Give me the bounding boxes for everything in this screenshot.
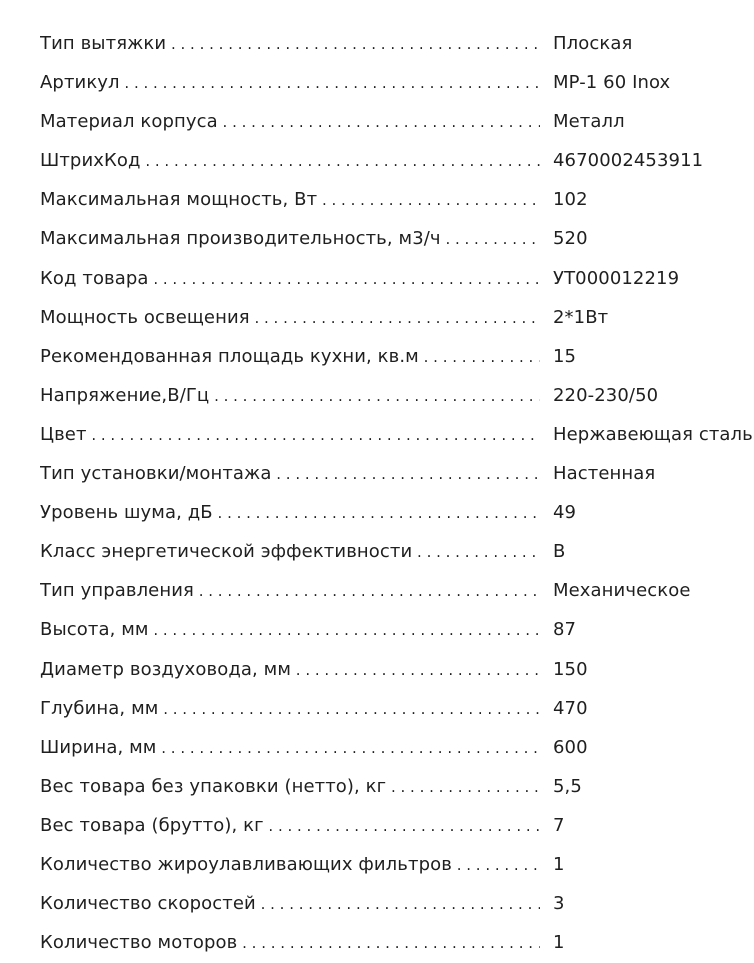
spec-value: 4670002453911 bbox=[553, 150, 704, 172]
spec-row bbox=[40, 24, 754, 63]
spec-row bbox=[40, 845, 754, 884]
spec-label: Вес товара без упаковки (нетто), кг . . . bbox=[40, 767, 540, 807]
spec-row bbox=[40, 415, 754, 454]
spec-value: Металл bbox=[553, 111, 625, 133]
cropped-heading bbox=[0, 0, 754, 10]
spec-label: Глубина, мм . . . bbox=[40, 689, 540, 729]
spec-label: Код товара . . . bbox=[40, 259, 540, 299]
spec-label: Максимальная производительность, м3/ч . . . bbox=[40, 219, 540, 259]
spec-value: Плоская bbox=[553, 33, 633, 54]
spec-label: Артикул . . . bbox=[40, 63, 540, 103]
spec-label: Тип вытяжки . . . bbox=[40, 24, 540, 64]
spec-row bbox=[40, 219, 754, 258]
spec-label: Количество жироулавливающих фильтров . . . bbox=[40, 845, 540, 885]
spec-row bbox=[40, 767, 754, 806]
spec-value: 600 bbox=[553, 736, 588, 758]
spec-value: 1 bbox=[553, 932, 565, 954]
spec-row bbox=[40, 298, 754, 337]
spec-label: Материал корпуса . . . bbox=[40, 102, 540, 142]
spec-label: Тип установки/монтажа . . . bbox=[40, 454, 540, 494]
spec-label: ШтрихКод . . . bbox=[40, 141, 540, 181]
spec-label: Диаметр воздуховода, мм . . . bbox=[40, 650, 540, 690]
spec-label: Тип управления . . . bbox=[40, 571, 540, 611]
spec-row bbox=[40, 259, 754, 298]
spec-label: Рекомендованная площадь кухни, кв.м . . . bbox=[40, 337, 540, 377]
spec-row bbox=[40, 728, 754, 767]
spec-label: Вес товара (брутто), кг . . . bbox=[40, 806, 540, 846]
spec-row bbox=[40, 180, 754, 219]
spec-row bbox=[40, 376, 754, 415]
spec-label: Ширина, мм . . . bbox=[40, 728, 540, 768]
spec-value: Нержавеющая сталь bbox=[553, 423, 753, 445]
spec-label: Максимальная мощность, Вт . . . bbox=[40, 180, 540, 220]
spec-label: Уровень шума, дБ . . . bbox=[40, 493, 540, 533]
spec-row bbox=[40, 806, 754, 845]
spec-row bbox=[40, 337, 754, 376]
spec-row bbox=[40, 650, 754, 689]
spec-value: Настенная bbox=[553, 463, 656, 485]
spec-row bbox=[40, 532, 754, 571]
spec-row bbox=[40, 102, 754, 141]
spec-list bbox=[40, 24, 754, 962]
spec-label: Напряжение,В/Гц . . . bbox=[40, 376, 540, 416]
spec-value: MP-1 60 Inox bbox=[553, 72, 671, 94]
spec-row bbox=[40, 689, 754, 728]
spec-row bbox=[40, 63, 754, 102]
spec-value: 520 bbox=[553, 228, 588, 250]
spec-value: 7 bbox=[553, 814, 565, 836]
spec-row bbox=[40, 610, 754, 649]
spec-label: Высота, мм . . . bbox=[40, 610, 540, 650]
spec-value: 1 bbox=[553, 853, 565, 875]
spec-value: Механическое bbox=[553, 580, 691, 602]
spec-row bbox=[40, 493, 754, 532]
spec-row bbox=[40, 923, 754, 962]
spec-value: 102 bbox=[553, 189, 588, 211]
spec-value: 470 bbox=[553, 697, 588, 719]
spec-label: Количество моторов . . . bbox=[40, 923, 540, 963]
spec-value: 49 bbox=[553, 502, 577, 524]
spec-label: Класс энергетической эффективности . . . bbox=[40, 532, 540, 572]
spec-value: 87 bbox=[553, 619, 577, 641]
spec-value: 3 bbox=[553, 893, 565, 915]
spec-label: Цвет . . . bbox=[40, 415, 540, 455]
spec-label: Количество скоростей . . . bbox=[40, 884, 540, 924]
spec-value: 5,5 bbox=[553, 775, 582, 797]
spec-row bbox=[40, 571, 754, 610]
spec-value: 150 bbox=[553, 658, 588, 680]
spec-value: B bbox=[553, 541, 566, 563]
spec-row bbox=[40, 141, 754, 180]
spec-row bbox=[40, 454, 754, 493]
spec-label: Мощность освещения . . . bbox=[40, 298, 540, 338]
spec-value: 15 bbox=[553, 345, 577, 367]
spec-row bbox=[40, 884, 754, 923]
spec-value: 220-230/50 bbox=[553, 384, 659, 406]
spec-value: 2*1Вт bbox=[553, 306, 609, 328]
spec-value: УТ000012219 bbox=[553, 267, 680, 289]
